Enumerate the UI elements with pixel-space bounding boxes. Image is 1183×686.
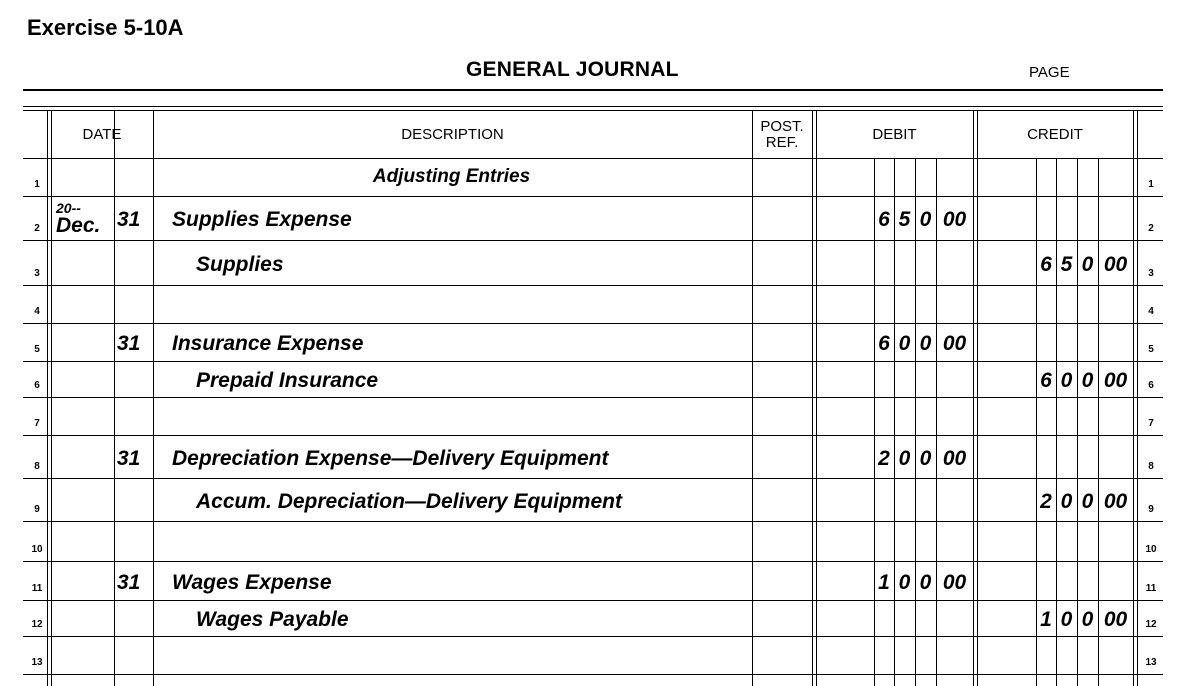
row-rule (23, 361, 1163, 362)
digit-column-rule (1056, 158, 1057, 686)
journal-title: GENERAL JOURNAL (466, 58, 679, 81)
debit-amount-digit: 00 (942, 446, 967, 470)
credit-amount-digit: 1 (1040, 608, 1052, 631)
digit-column-rule (1077, 158, 1078, 686)
debit-amount-digit: 00 (942, 570, 967, 594)
page-label: PAGE (1029, 64, 1070, 81)
line-number-right: 1 (1148, 179, 1154, 190)
credit-amount-digit: 0 (1060, 608, 1073, 631)
debit-amount-digit: 0 (919, 208, 932, 231)
line-number-left: 8 (34, 461, 40, 472)
credit-amount-digit: 00 (1103, 369, 1128, 392)
debit-account-name: Insurance Expense (172, 332, 364, 355)
row-rule (23, 158, 1163, 159)
row-rule (23, 435, 1163, 436)
line-number-left: 1 (34, 179, 40, 190)
row-rule (23, 674, 1163, 675)
credit-amount-digit: 0 (1081, 489, 1094, 513)
line-number-right: 13 (1145, 657, 1157, 668)
date-month: Dec. (56, 214, 101, 237)
row-rule (23, 240, 1163, 241)
line-number-right: 2 (1148, 223, 1154, 234)
row-rule (23, 397, 1163, 398)
date-day: 31 (117, 570, 141, 594)
line-number-right: 7 (1148, 418, 1154, 429)
row-rule (23, 600, 1163, 601)
row-rule (23, 478, 1163, 479)
row-rule (23, 521, 1163, 522)
line-number-right: 12 (1145, 619, 1157, 630)
credit-amount-digit: 0 (1060, 369, 1073, 392)
debit-amount-digit: 1 (878, 570, 890, 594)
line-number-left: 9 (34, 504, 40, 515)
digit-column-rule (1036, 158, 1037, 686)
line-number-left: 5 (34, 344, 40, 355)
line-number-left: 12 (31, 619, 43, 630)
credit-account-name: Accum. Depreciation—Delivery Equipment (196, 489, 622, 513)
credit-account-name: Wages Payable (196, 608, 349, 631)
row-rule (23, 196, 1163, 197)
row-rule (23, 323, 1163, 324)
line-number-left: 11 (31, 583, 43, 594)
debit-amount-digit: 0 (919, 570, 932, 594)
credit-amount-digit: 00 (1103, 608, 1128, 631)
post-ref-header: POST. REF. (760, 117, 804, 151)
row-rule (23, 285, 1163, 286)
line-number-right: 9 (1148, 504, 1154, 515)
digit-column-rule (894, 158, 895, 686)
credit-amount-digit: 6 (1040, 252, 1052, 276)
date-year: 20-- (56, 200, 81, 216)
credit-header: CREDIT (1027, 125, 1083, 143)
description-header: DESCRIPTION (401, 125, 504, 143)
digit-column-rule (1098, 158, 1099, 686)
debit-amount-digit: 0 (898, 332, 911, 355)
row-rule (23, 561, 1163, 562)
debit-amount-digit: 6 (878, 208, 890, 231)
digit-column-rule (915, 158, 916, 686)
debit-amount-digit: 0 (898, 570, 911, 594)
line-number-left: 2 (34, 223, 40, 234)
credit-amount-digit: 0 (1081, 608, 1094, 631)
credit-amount-digit: 00 (1103, 489, 1128, 513)
credit-amount-digit: 5 (1060, 252, 1073, 276)
exercise-title: Exercise 5-10A (27, 15, 184, 40)
date-day: 31 (117, 332, 141, 355)
date-header: DATE (82, 125, 122, 143)
credit-amount-digit: 0 (1060, 489, 1073, 513)
line-number-right: 5 (1148, 344, 1154, 355)
top-rule (23, 89, 1163, 91)
debit-amount-digit: 2 (878, 446, 890, 470)
debit-account-name: Wages Expense (172, 570, 332, 594)
line-number-left: 10 (31, 544, 43, 555)
line-number-right: 10 (1145, 544, 1157, 555)
debit-amount-digit: 0 (919, 446, 932, 470)
date-day: 31 (117, 208, 141, 231)
credit-account-name: Supplies (196, 252, 284, 276)
line-number-left: 7 (34, 418, 40, 429)
digit-column-rule (874, 158, 875, 686)
debit-amount-digit: 00 (942, 332, 967, 355)
credit-account-name: Prepaid Insurance (196, 369, 379, 392)
line-number-right: 3 (1148, 268, 1154, 279)
line-number-left: 6 (34, 380, 40, 391)
debit-account-name: Supplies Expense (172, 208, 352, 231)
digit-column-rule (936, 158, 937, 686)
line-number-left: 13 (31, 657, 43, 668)
credit-amount-digit: 0 (1081, 369, 1094, 392)
line-number-right: 11 (1145, 583, 1157, 594)
date-day: 31 (117, 446, 141, 470)
section-heading: Adjusting Entries (372, 166, 531, 187)
credit-amount-digit: 6 (1040, 369, 1052, 392)
line-number-left: 3 (34, 268, 40, 279)
row-rule (23, 636, 1163, 637)
debit-account-name: Depreciation Expense—Delivery Equipment (172, 446, 609, 470)
credit-amount-digit: 0 (1081, 252, 1094, 276)
debit-amount-digit: 5 (898, 208, 911, 231)
line-number-left: 4 (34, 306, 40, 317)
line-number-right: 6 (1148, 380, 1154, 391)
debit-amount-digit: 0 (898, 446, 911, 470)
debit-amount-digit: 00 (942, 208, 967, 231)
debit-header: DEBIT (872, 125, 917, 143)
double-rule-upper (23, 106, 1163, 107)
debit-amount-digit: 0 (919, 332, 932, 355)
line-number-right: 8 (1148, 461, 1154, 472)
line-number-right: 4 (1148, 306, 1154, 317)
credit-amount-digit: 00 (1103, 252, 1128, 276)
debit-amount-digit: 6 (878, 332, 890, 355)
credit-amount-digit: 2 (1040, 489, 1052, 513)
